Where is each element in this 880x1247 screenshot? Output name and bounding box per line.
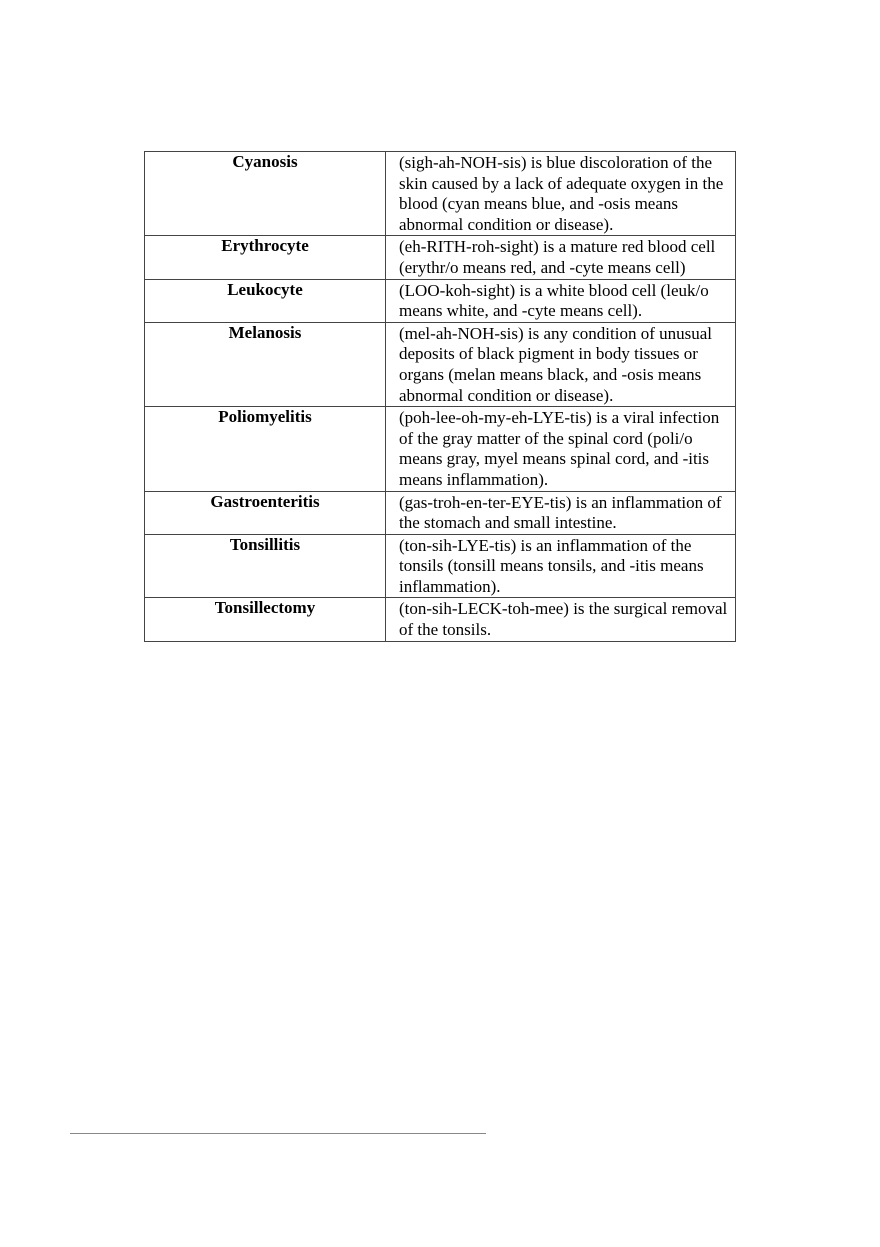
glossary-table (144, 151, 736, 642)
table-row (145, 322, 736, 406)
term-cell: Melanosis (145, 322, 386, 406)
term-cell: Gastroenteritis (145, 491, 386, 534)
definition-cell: (mel-ah-NOH-sis) is any condition of unusual deposits of black pigment in body tissues or organs (melan means black, and -osis means abnormal condition or disease). (386, 322, 736, 406)
definition-cell: (eh-RITH-roh-sight) is a mature red blood cell (erythr/o means red, and -cyte means cell) (386, 236, 736, 279)
table-row (145, 407, 736, 491)
definition-cell: (gas-troh-en-ter-EYE-tis) is an inflammation of the stomach and small intestine. (386, 491, 736, 534)
definition-cell: (ton-sih-LECK-toh-mee) is the surgical removal of the tonsils. (386, 598, 736, 641)
table-row (145, 534, 736, 598)
term-cell: Tonsillitis (145, 534, 386, 598)
table-row (145, 152, 736, 236)
table-row (145, 236, 736, 279)
term-cell: Poliomyelitis (145, 407, 386, 491)
definition-cell: (poh-lee-oh-my-eh-LYE-tis) is a viral infection of the gray matter of the spinal cord (poli/o means gray, myel means spinal cord, and -itis means inflammation). (386, 407, 736, 491)
table-row (145, 491, 736, 534)
footnote-separator (70, 1133, 486, 1134)
table-row (145, 598, 736, 641)
term-cell: Leukocyte (145, 279, 386, 322)
term-cell: Tonsillectomy (145, 598, 386, 641)
table-row (145, 279, 736, 322)
term-cell: Erythrocyte (145, 236, 386, 279)
definition-cell: (ton-sih-LYE-tis) is an inflammation of the tonsils (tonsill means tonsils, and -itis means inflammation). (386, 534, 736, 598)
definition-cell: (sigh-ah-NOH-sis) is blue discoloration of the skin caused by a lack of adequate oxygen in the blood (cyan means blue, and -osis means abnormal condition or disease). (386, 152, 736, 236)
definition-cell: (LOO-koh-sight) is a white blood cell (leuk/o means white, and -cyte means cell). (386, 279, 736, 322)
term-cell: Cyanosis (145, 152, 386, 236)
